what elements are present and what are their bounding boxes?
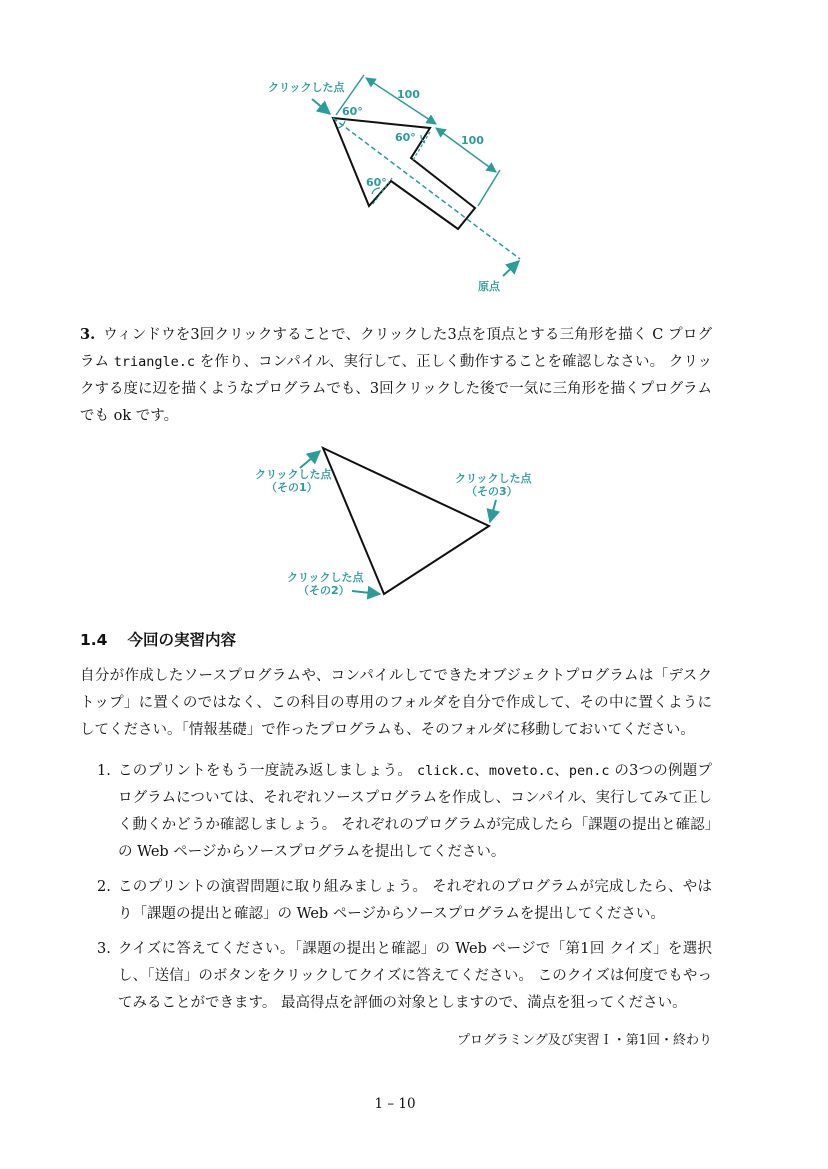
label-point-3-index: （その3）	[466, 485, 518, 498]
page-number: 1 – 10	[374, 1096, 416, 1112]
exercise-number: 3.	[80, 326, 96, 343]
filename-code: triangle.c	[113, 354, 196, 370]
length-label: 100	[461, 134, 484, 147]
angle-label: 60°	[342, 105, 363, 118]
extension-line	[478, 170, 500, 206]
pointer-arrow-point-2	[352, 591, 380, 594]
list-item: 2. このプリントの演習問題に取り組みましょう。 それぞれのプログラムが完成したら、やはり「課題の提出と確認」の Web ページからソースプログラムを提出してください。	[80, 874, 712, 928]
dimension-arrow-100-a	[366, 78, 436, 124]
label-point-2-index: （その2）	[298, 584, 350, 597]
section-title: 今回の実習内容	[127, 631, 236, 649]
triangle-figure	[250, 440, 540, 610]
code-pen: pen.c	[568, 763, 610, 779]
closing-note: プログラミング及び実習Ｉ・第1回・終わり	[456, 1033, 712, 1048]
list-item: 3. クイズに答えてください。「課題の提出と確認」の Web ページで「第1回 クイズ」を選択し、「送信」のボタンをクリックしてクイズに答えてください。 このクイズは何度でもやってみることができます。 最高得点を評価の対象としますので、満点を狙ってください。	[80, 936, 712, 1017]
arrow-shape-figure	[250, 66, 550, 300]
list-item-number: 2.	[97, 879, 111, 895]
section-number: 1.4	[80, 631, 108, 649]
list-item-number: 1.	[97, 763, 111, 779]
length-label: 100	[397, 88, 420, 101]
label-point-1-index: （その1）	[266, 481, 318, 494]
list-item: 1. このプリントをもう一度読み返しましょう。 click.c、moveto.c、pen.c の3つの例題プログラムについては、それぞれソースプログラムを作成し、コンパイル、実行してみて正しく動くかどうか確認しましょう。 それぞれのプログラムが完成したら「課題の提出と確認」の Web ページからソースプログラムを提出してください。	[80, 758, 712, 866]
label-origin: 原点	[478, 280, 500, 293]
pointer-arrow-point-3	[490, 500, 496, 522]
angle-label: 60°	[395, 131, 416, 144]
exercise-3-paragraph: 3. ウィンドウを3回クリックすることで、クリックした3点を頂点とする三角形を描く C プログラム triangle.c を作り、コンパイル、実行して、正しく動作することを確認しなさい。 クリックする度に辺を描くようなプログラムでも、3回クリックした後で一気に三角形を描くプログラムでも ok です。	[80, 326, 713, 424]
label-point-3: クリックした点	[455, 472, 532, 485]
label-clicked-point: クリックした点	[268, 81, 345, 94]
pointer-arrow-clicked	[312, 99, 330, 114]
angle-label: 60°	[366, 176, 387, 189]
code-moveto: moveto.c	[488, 763, 554, 779]
task-list	[80, 758, 712, 1025]
list-item-number: 3.	[97, 941, 111, 957]
pointer-arrow-point-1	[300, 451, 320, 468]
label-point-1: クリックした点	[255, 468, 332, 481]
code-click: click.c	[416, 763, 474, 779]
section-intro-paragraph: 自分が作成したソースプログラムや、コンパイルしてできたオブジェクトプログラムは「デスクトップ」に置くのではなく、この科目の専用のフォルダを自分で作成して、その中に置くようにしてください。「情報基礎」で作ったプログラムも、そのフォルダに移動しておいてください。	[80, 668, 712, 738]
pointer-arrow-origin	[503, 261, 519, 276]
label-point-2: クリックした点	[287, 571, 364, 584]
section-heading	[80, 628, 236, 650]
